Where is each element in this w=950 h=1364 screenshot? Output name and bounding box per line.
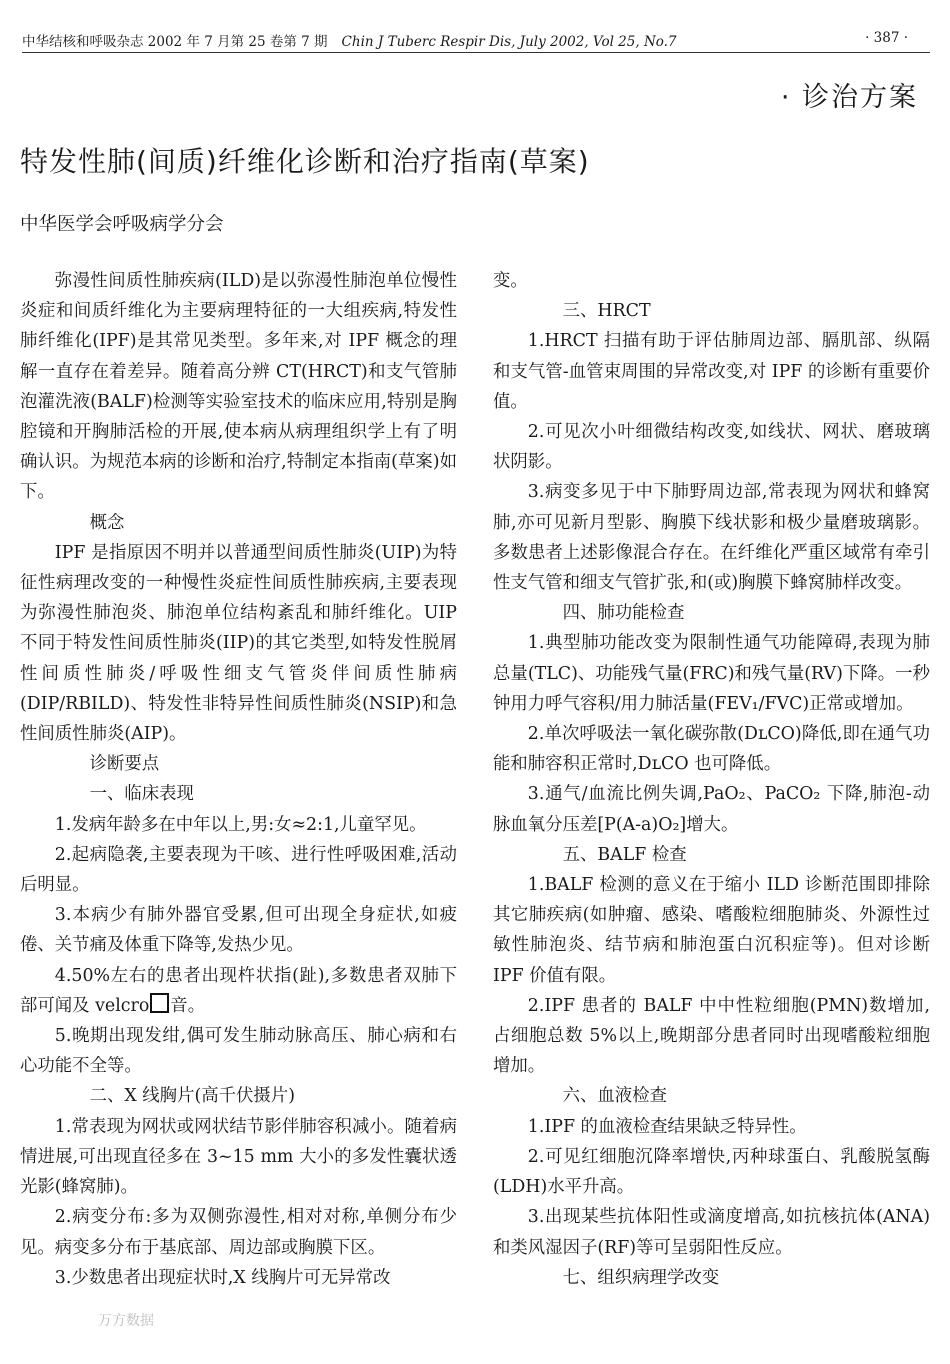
paragraph: 1.发病年龄多在中年以上,男:女≈2:1,儿童罕见。 <box>54 814 427 835</box>
paragraph: 2.可见红细胞沉降率增快,丙种球蛋白、乳酸脱氢酶(LDH)水平升高。 <box>493 1146 930 1198</box>
paragraph: 3.少数患者出现症状时,X 线胸片可无异常改 <box>54 1267 391 1288</box>
section-heading: 四、肺功能检查 <box>562 603 685 624</box>
paragraph: 3.出现某些抗体阳性或滴度增高,如抗核抗体(ANA)和类风湿因子(RF)等可呈弱阳性反应。 <box>493 1207 930 1258</box>
section-heading: 三、HRCT <box>562 301 651 322</box>
paragraph: 3.通气/血流比例失调,PaO₂、PaCO₂ 下降,肺泡-动脉血氧分压差[P(A-a)O₂]增大。 <box>493 784 930 835</box>
paragraph: 5.晚期出现发绀,偶可发生肺动脉高压、肺心病和右心功能不全等。 <box>20 1026 457 1077</box>
missing-glyph-box-icon <box>150 993 169 1013</box>
watermark: 万方数据 <box>98 1313 154 1329</box>
section-heading: 五、BALF 检查 <box>562 844 687 865</box>
paragraph: 2.IPF 患者的 BALF 中中性粒细胞(PMN)数增加,占细胞总数 5%以上,晚期部分患者同时出现嗜酸粒细胞增加。 <box>493 995 930 1077</box>
paragraph: 1.常表现为网状或网状结节影伴肺容积减小。随着病情进展,可出现直径多在 3~15 mm 大小的多发性囊状透光影(蜂窝肺)。 <box>20 1116 457 1198</box>
left-column <box>20 266 457 1293</box>
section-heading: 二、X 线胸片(高千伏摄片) <box>89 1086 295 1107</box>
paragraph: 2.病变分布:多为双侧弥漫性,相对对称,单侧分布少见。病变多分布于基底部、周边部或胸膜下区。 <box>20 1207 457 1258</box>
paragraph: 2.单次呼吸法一氧化碳弥散(DʟCO)降低,即在通气功能和肺容积正常时,DʟCO 也可降低。 <box>493 724 930 775</box>
journal-citation-en: Chin J Tuberc Respir Dis, July 2002, Vol 25, No.7 <box>341 34 677 50</box>
section-heading: 七、组织病理学改变 <box>562 1267 720 1288</box>
paragraph-continuation: 变。 <box>493 271 528 291</box>
paragraph: 3.本病少有肺外器官受累,但可出现全身症状,如疲倦、关节痛及体重下降等,发热少见。 <box>20 905 457 956</box>
paragraph: IPF 是指原因不明并以普通型间质性肺炎(UIP)为特征性病理改变的一种慢性炎症性间质性肺疾病,主要表现为弥漫性肺泡炎、肺泡单位结构紊乱和肺纤维化。UIP 不同于特发性间质性肺炎(IIP)的其它类型,如特发性脱屑性间质性肺炎/呼吸性细支气管炎伴间质性肺病(DIP/RBILD)、特发性非特异性间质性肺炎(NSIP)和急性间质性肺炎(AIP)。 <box>20 542 457 745</box>
journal-citation <box>22 30 677 50</box>
paragraph-text: 4.50%左右的患者出现杵状指(趾),多数患者双肺下部可闻及 velcro <box>20 965 457 1016</box>
journal-citation-cn: 中华结核和呼吸杂志 2002 年 7 月第 25 卷第 7 期 <box>22 34 328 50</box>
paragraph: 1.HRCT 扫描有助于评估肺周边部、膈肌部、纵隔和支气管-血管束周围的异常改变,对 IPF 的诊断有重要价值。 <box>493 331 930 412</box>
section-heading: 诊断要点 <box>89 754 160 775</box>
running-header <box>22 28 930 53</box>
paragraph: 2.可见次小叶细微结构改变,如线状、网状、磨玻璃状阴影。 <box>493 422 930 473</box>
paragraph: 弥漫性间质性肺疾病(ILD)是以弥漫性肺泡单位慢性炎症和间质纤维化为主要病理特征的一大组疾病,特发性肺纤维化(IPF)是其常见类型。多年来,对 IPF 概念的理解一直存在着差异。随着高分辨 CT(HRCT)和支气管肺泡灌洗液(BALF)检测等实验室技术的临床应用,特别是胸腔镜和开胸肺活检的开展,使本病从病理组织学上有了明确认识。为规范本病的诊断和治疗,特制定本指南(草案)如下。 <box>20 271 457 503</box>
article-author: 中华医学会呼吸病学分会 <box>20 214 224 235</box>
paragraph: 1.IPF 的血液检查结果缺乏特异性。 <box>527 1116 807 1137</box>
page-number: · 387 · <box>865 30 908 46</box>
paragraph: 3.病变多见于中下肺野周边部,常表现为网状和蜂窝肺,亦可见新月型影、胸膜下线状影和极少量磨玻璃影。多数患者上述影像混合存在。在纤维化严重区域常有牵引性支气管和细支气管扩张,和(或)胸膜下蜂窝肺样改变。 <box>493 482 930 594</box>
paragraph: 1.BALF 检测的意义在于缩小 ILD 诊断范围即排除其它肺疾病(如肿瘤、感染、嗜酸粒细胞肺炎、外源性过敏性肺泡炎、结节病和肺泡蛋白沉积症等)。但对诊断 IPF 价值有限。 <box>493 875 930 986</box>
section-heading: 概念 <box>89 512 125 533</box>
section-heading: 一、临床表现 <box>89 784 194 805</box>
article-title: 特发性肺(间质)纤维化诊断和治疗指南(草案) <box>20 145 590 178</box>
right-column <box>493 266 930 1293</box>
paragraph: 2.起病隐袭,主要表现为干咳、进行性呼吸困难,活动后明显。 <box>20 844 457 896</box>
section-heading: 六、血液检查 <box>562 1086 667 1107</box>
section-label: · 诊治方案 <box>780 82 918 113</box>
paragraph <box>20 961 457 1021</box>
paragraph: 1.典型肺功能改变为限制性通气功能障碍,表现为肺总量(TLC)、功能残气量(FRC)和残气量(RV)下降。一秒钟用力呼气容积/用力肺活量(FEV₁/FVC)正常或增加。 <box>493 633 930 714</box>
paragraph-text: 音。 <box>170 995 206 1016</box>
